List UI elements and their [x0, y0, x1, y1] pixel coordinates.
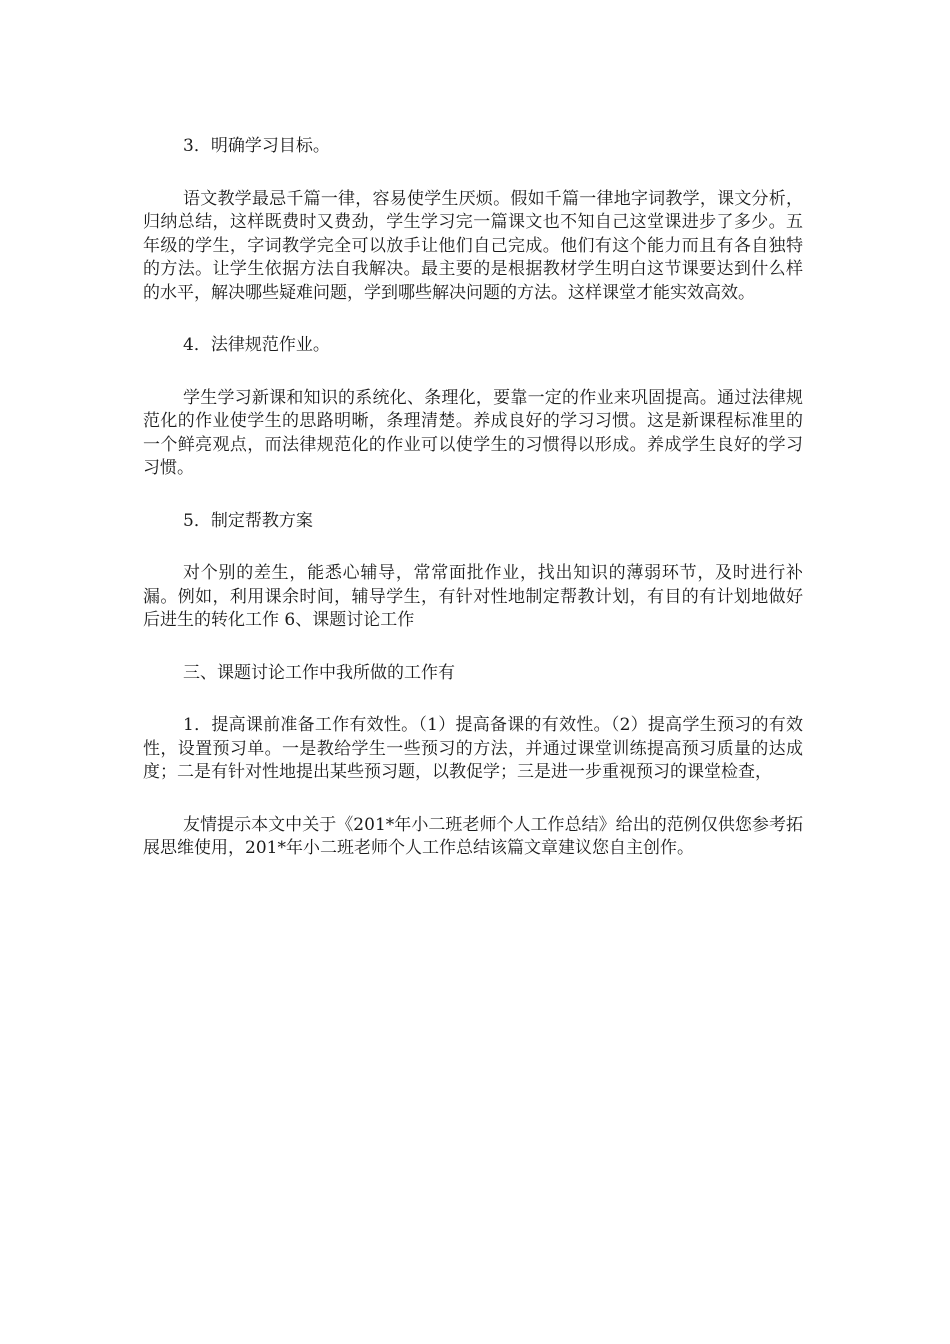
section-heading-goals: 3．明确学习目标。	[183, 136, 330, 156]
document-body	[143, 135, 803, 890]
paragraph-preparation: 1．提高课前准备工作有效性。（1）提高备课的有效性。（2）提高学生预习的有效性，设置预习单。一是教给学生一些预习的方法，并通过课堂训练提高预习质量的达成度；二是有针对性地提出某些预习题，以教促学；三是进一步重视预习的课堂检查，	[143, 715, 803, 782]
paragraph-notice: 友情提示本文中关于《201*年小二班老师个人工作总结》给出的范例仅供您参考拓展思维使用，201*年小二班老师个人工作总结该篇文章建议您自主创作。	[143, 814, 803, 858]
paragraph-goals: 语文教学最忌千篇一律，容易使学生厌烦。假如千篇一律地字词教学，课文分析，归纳总结，这样既费时又费劲，学生学习完一篇课文也不知自己这堂课进步了多少。五年级的学生，字词教学完全可以放手让他们自己完成。他们有这个能力而且有各自独特的方法。让学生依据方法自我解决。最主要的是根据教材学生明白这节课要达到什么样的水平，解决哪些疑难问题，学到哪些解决问题的方法。这样课堂才能实效高效。	[143, 188, 803, 303]
section-heading-homework: 4．法律规范作业。	[183, 335, 330, 355]
paragraph-homework: 学生学习新课和知识的系统化、条理化，要靠一定的作业来巩固提高。通过法律规范化的作业使学生的思路明晰，条理清楚。养成良好的学习习惯。这是新课程标准里的一个鲜亮观点，而法律规范化的作业可以使学生的习惯得以形成。养成学生良好的学习习惯。	[143, 387, 803, 478]
paragraph-tutoring: 对个别的差生，能悉心辅导，常常面批作业，找出知识的薄弱环节，及时进行补漏。例如，利用课余时间，辅导学生，有针对性地制定帮教计划，有目的有计划地做好后进生的转化工作 6、课题讨论工作	[143, 563, 803, 630]
section-heading-tutoring: 5．制定帮教方案	[183, 510, 313, 531]
section-heading-research: 三、课题讨论工作中我所做的工作有	[183, 662, 455, 683]
